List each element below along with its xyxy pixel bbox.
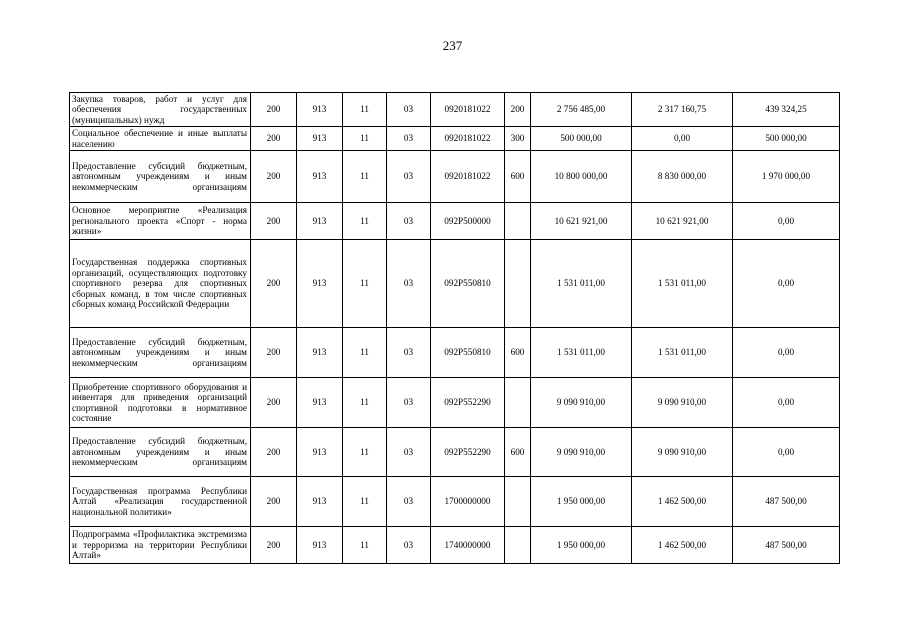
cell-amount-3: 487 500,00 bbox=[733, 477, 840, 527]
table-row bbox=[70, 240, 840, 328]
cell-ministry: 913 bbox=[297, 378, 343, 428]
cell-code: 200 bbox=[251, 240, 297, 328]
cell-ministry: 913 bbox=[297, 240, 343, 328]
cell-amount-1: 1 531 011,00 bbox=[531, 240, 632, 328]
table-row bbox=[70, 477, 840, 527]
cell-code: 200 bbox=[251, 151, 297, 203]
cell-section: 11 bbox=[343, 127, 387, 151]
cell-amount-3: 0,00 bbox=[733, 240, 840, 328]
cell-expense-type bbox=[505, 203, 531, 240]
table-row bbox=[70, 428, 840, 477]
cell-subsection: 03 bbox=[387, 127, 431, 151]
cell-ministry: 913 bbox=[297, 127, 343, 151]
cell-code: 200 bbox=[251, 93, 297, 127]
row-name: Государственная поддержка спортивных организаций, осуществляющих подготовку спортивного резерва для спортивных сборных команд, в том числе спортивных сборных команд Российской Федерации bbox=[70, 240, 251, 328]
cell-ministry: 913 bbox=[297, 527, 343, 564]
cell-subsection: 03 bbox=[387, 328, 431, 378]
row-name: Закупка товаров, работ и услуг для обеспечения государственных (муниципальных) нужд bbox=[70, 93, 251, 127]
table-row bbox=[70, 93, 840, 127]
cell-section: 11 bbox=[343, 93, 387, 127]
cell-amount-3: 439 324,25 bbox=[733, 93, 840, 127]
cell-expense-type bbox=[505, 240, 531, 328]
table-row bbox=[70, 127, 840, 151]
cell-amount-1: 10 621 921,00 bbox=[531, 203, 632, 240]
cell-amount-3: 487 500,00 bbox=[733, 527, 840, 564]
cell-section: 11 bbox=[343, 151, 387, 203]
table-row bbox=[70, 151, 840, 203]
cell-section: 11 bbox=[343, 378, 387, 428]
cell-section: 11 bbox=[343, 477, 387, 527]
cell-target-article: 0920181022 bbox=[431, 93, 505, 127]
cell-ministry: 913 bbox=[297, 151, 343, 203]
cell-amount-2: 1 462 500,00 bbox=[632, 527, 733, 564]
cell-target-article: 0920181022 bbox=[431, 127, 505, 151]
cell-expense-type bbox=[505, 527, 531, 564]
cell-target-article: 0920181022 bbox=[431, 151, 505, 203]
cell-expense-type: 600 bbox=[505, 151, 531, 203]
table-row bbox=[70, 378, 840, 428]
cell-amount-2: 9 090 910,00 bbox=[632, 428, 733, 477]
cell-section: 11 bbox=[343, 328, 387, 378]
cell-section: 11 bbox=[343, 527, 387, 564]
cell-expense-type bbox=[505, 477, 531, 527]
cell-ministry: 913 bbox=[297, 328, 343, 378]
row-name: Приобретение спортивного оборудования и инвентаря для приведения организаций спортивной подготовки в нормативное состояние bbox=[70, 378, 251, 428]
cell-ministry: 913 bbox=[297, 203, 343, 240]
cell-amount-3: 0,00 bbox=[733, 328, 840, 378]
cell-expense-type: 600 bbox=[505, 328, 531, 378]
cell-amount-2: 0,00 bbox=[632, 127, 733, 151]
cell-section: 11 bbox=[343, 240, 387, 328]
cell-amount-1: 9 090 910,00 bbox=[531, 378, 632, 428]
cell-expense-type bbox=[505, 378, 531, 428]
cell-amount-2: 10 621 921,00 bbox=[632, 203, 733, 240]
row-name: Социальное обеспечение и иные выплаты населению bbox=[70, 127, 251, 151]
cell-amount-2: 1 531 011,00 bbox=[632, 240, 733, 328]
cell-code: 200 bbox=[251, 378, 297, 428]
row-name: Предоставление субсидий бюджетным, автономным учреждениям и иным некоммерческим организациям bbox=[70, 328, 251, 378]
cell-amount-3: 0,00 bbox=[733, 428, 840, 477]
cell-amount-1: 1 950 000,00 bbox=[531, 527, 632, 564]
cell-amount-3: 0,00 bbox=[733, 378, 840, 428]
cell-amount-1: 2 756 485,00 bbox=[531, 93, 632, 127]
cell-target-article: 092P550810 bbox=[431, 240, 505, 328]
cell-target-article: 1700000000 bbox=[431, 477, 505, 527]
cell-amount-1: 9 090 910,00 bbox=[531, 428, 632, 477]
cell-subsection: 03 bbox=[387, 428, 431, 477]
cell-subsection: 03 bbox=[387, 477, 431, 527]
table-row bbox=[70, 328, 840, 378]
cell-code: 200 bbox=[251, 428, 297, 477]
cell-ministry: 913 bbox=[297, 93, 343, 127]
page-number: 237 bbox=[442, 38, 463, 53]
cell-amount-2: 1 531 011,00 bbox=[632, 328, 733, 378]
cell-code: 200 bbox=[251, 477, 297, 527]
row-name: Основное мероприятие «Реализация регионального проекта «Спорт - норма жизни» bbox=[70, 203, 251, 240]
cell-subsection: 03 bbox=[387, 151, 431, 203]
cell-subsection: 03 bbox=[387, 203, 431, 240]
row-name: Подпрограмма «Профилактика экстремизма и терроризма на территории Республики Алтай» bbox=[70, 527, 251, 564]
table-row bbox=[70, 203, 840, 240]
cell-amount-3: 500 000,00 bbox=[733, 127, 840, 151]
cell-amount-2: 9 090 910,00 bbox=[632, 378, 733, 428]
cell-expense-type: 200 bbox=[505, 93, 531, 127]
row-name: Предоставление субсидий бюджетным, автономным учреждениям и иным некоммерческим организациям bbox=[70, 151, 251, 203]
cell-subsection: 03 bbox=[387, 93, 431, 127]
cell-code: 200 bbox=[251, 527, 297, 564]
row-name: Государственная программа Республики Алтай «Реализация государственной национальной политики» bbox=[70, 477, 251, 527]
cell-expense-type: 600 bbox=[505, 428, 531, 477]
cell-amount-1: 1 531 011,00 bbox=[531, 328, 632, 378]
table-row bbox=[70, 527, 840, 564]
budget-table bbox=[69, 92, 840, 564]
cell-subsection: 03 bbox=[387, 240, 431, 328]
cell-amount-1: 500 000,00 bbox=[531, 127, 632, 151]
cell-amount-1: 10 800 000,00 bbox=[531, 151, 632, 203]
cell-expense-type: 300 bbox=[505, 127, 531, 151]
row-name: Предоставление субсидий бюджетным, автономным учреждениям и иным некоммерческим организациям bbox=[70, 428, 251, 477]
cell-section: 11 bbox=[343, 203, 387, 240]
cell-target-article: 092P550810 bbox=[431, 328, 505, 378]
cell-subsection: 03 bbox=[387, 378, 431, 428]
cell-ministry: 913 bbox=[297, 477, 343, 527]
cell-ministry: 913 bbox=[297, 428, 343, 477]
cell-code: 200 bbox=[251, 127, 297, 151]
cell-amount-2: 2 317 160,75 bbox=[632, 93, 733, 127]
cell-amount-2: 1 462 500,00 bbox=[632, 477, 733, 527]
cell-section: 11 bbox=[343, 428, 387, 477]
cell-amount-3: 0,00 bbox=[733, 203, 840, 240]
cell-amount-3: 1 970 000,00 bbox=[733, 151, 840, 203]
cell-amount-1: 1 950 000,00 bbox=[531, 477, 632, 527]
cell-subsection: 03 bbox=[387, 527, 431, 564]
cell-target-article: 092P552290 bbox=[431, 378, 505, 428]
cell-target-article: 092P500000 bbox=[431, 203, 505, 240]
cell-target-article: 092P552290 bbox=[431, 428, 505, 477]
cell-amount-2: 8 830 000,00 bbox=[632, 151, 733, 203]
cell-target-article: 1740000000 bbox=[431, 527, 505, 564]
cell-code: 200 bbox=[251, 203, 297, 240]
cell-code: 200 bbox=[251, 328, 297, 378]
